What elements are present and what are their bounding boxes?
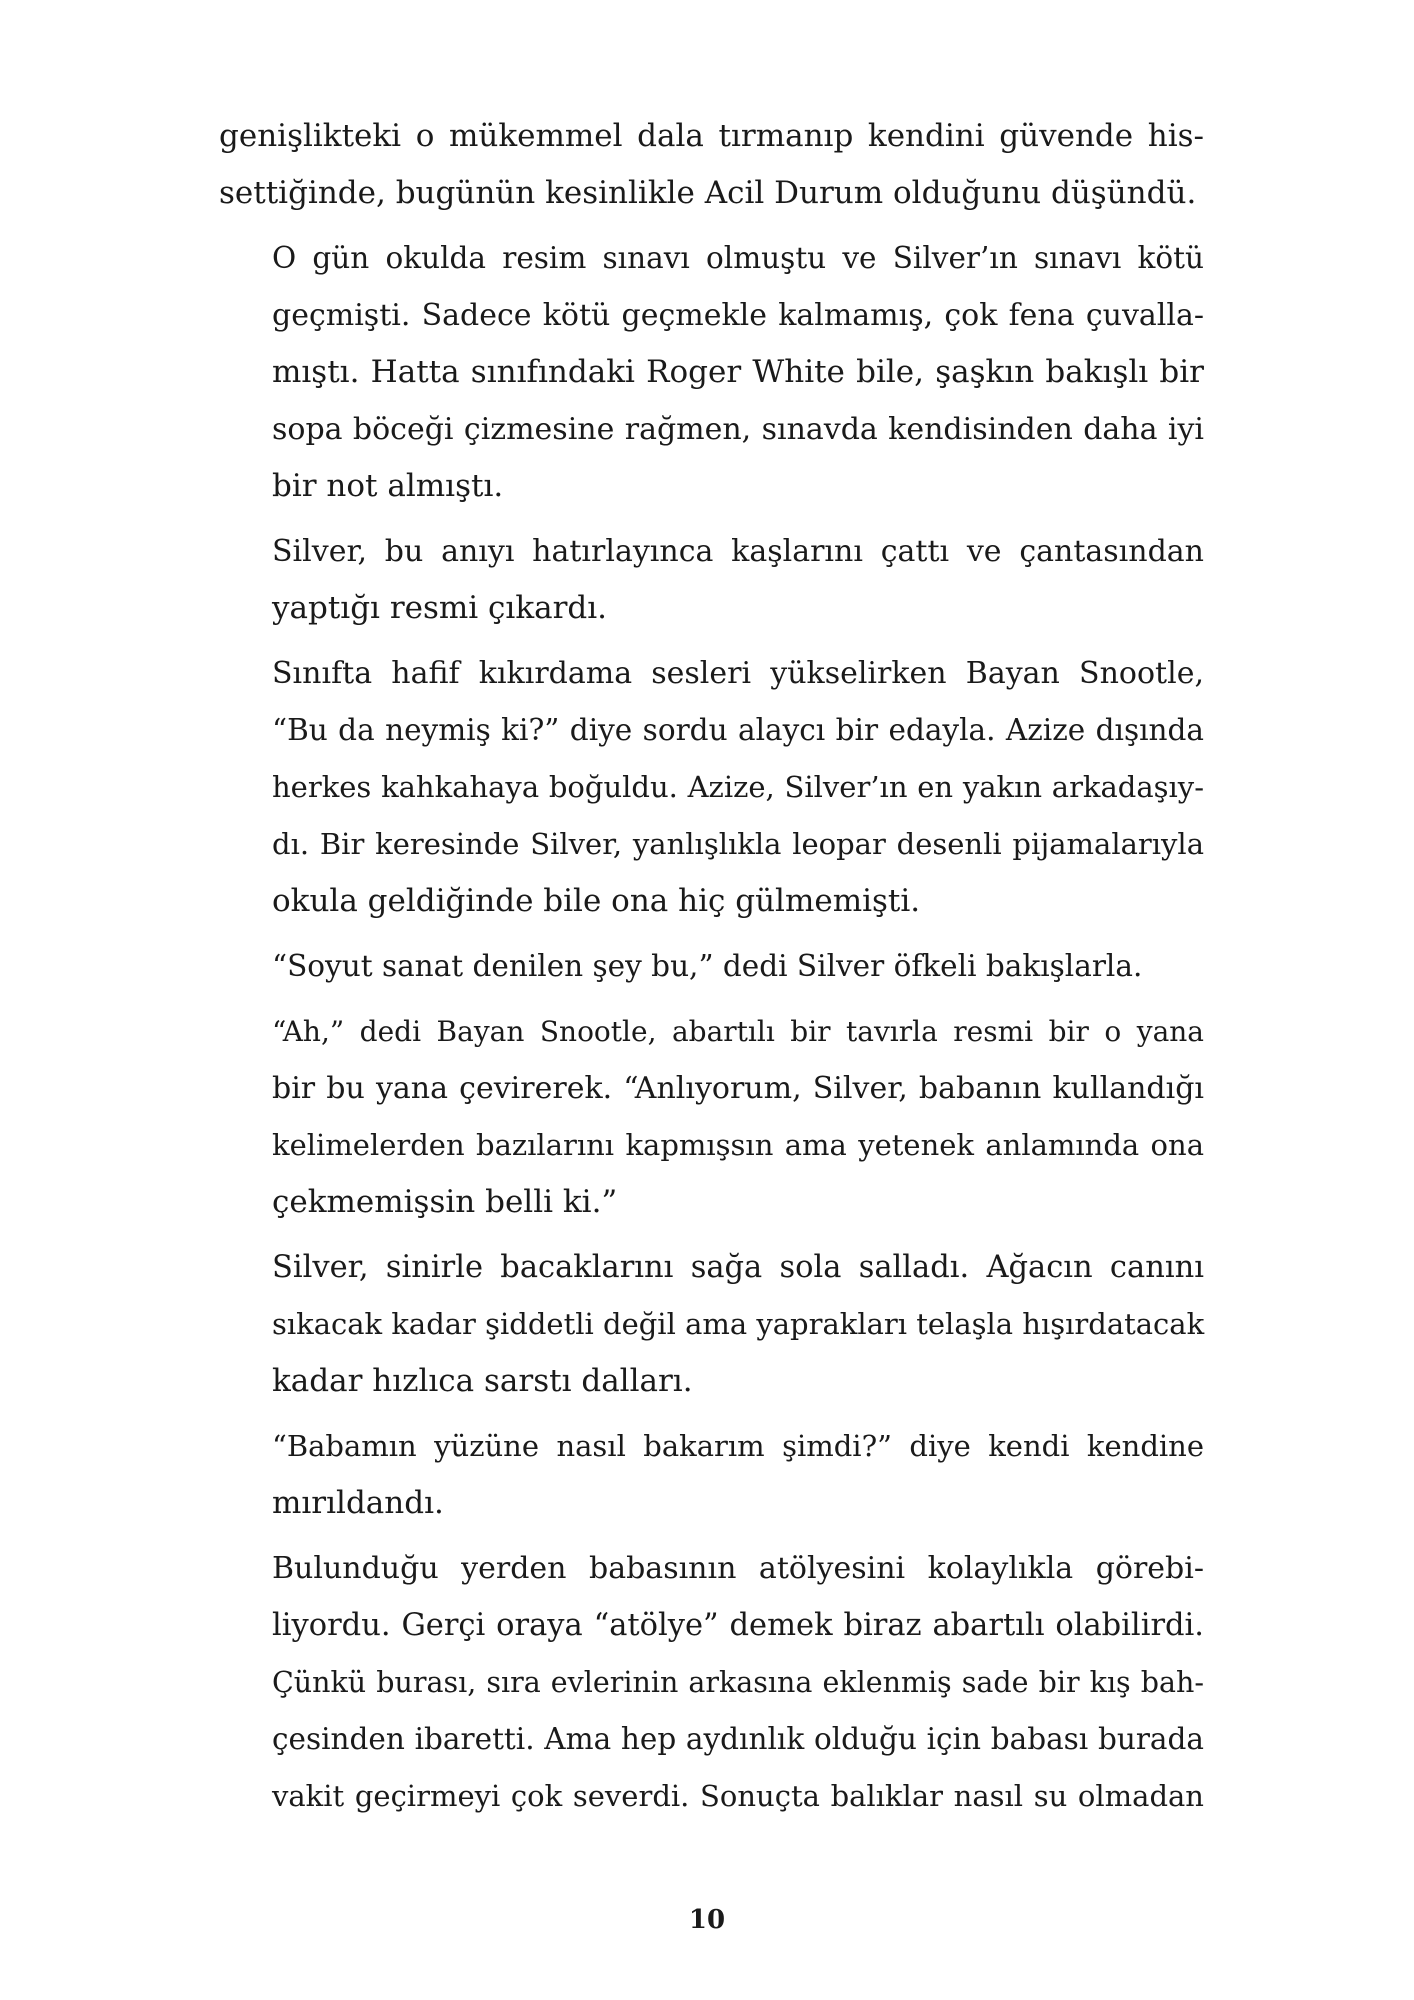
page-number: 10 xyxy=(688,1905,726,1935)
text-line: Sınıfta hafif kıkırdama sesleri yükselirken Bayan Snootle, xyxy=(272,656,1204,691)
text-line: kelimelerden bazılarını kapmışsın ama yetenek anlamında ona xyxy=(272,1128,1204,1162)
text-line: “Babamın yüzüne nasıl bakarım şimdi?” diye kendi kendine xyxy=(272,1429,1204,1463)
text-line: yaptığı resmi çıkardı. xyxy=(272,590,608,626)
text-line: herkes kahkahaya boğuldu. Azize, Silver’ın en yakın arkadaşıy- xyxy=(272,770,1204,804)
paragraph xyxy=(219,1003,1204,1231)
text-line: liyordu. Gerçi oraya “atölye” demek biraz abartılı olabilirdi. xyxy=(272,1608,1204,1643)
text-line: bir bu yana çevirerek. “Anlıyorum, Silver, babanın kullandığı xyxy=(272,1071,1204,1106)
text-line: geçmişti. Sadece kötü geçmekle kalmamış, çok fena çuvalla- xyxy=(272,298,1204,333)
paragraph xyxy=(219,523,1204,637)
paragraph-continuation xyxy=(219,108,1204,222)
text-line: Bulunduğu yerden babasının atölyesini kolaylıkla görebi- xyxy=(272,1551,1204,1586)
text-line: “Soyut sanat denilen şey bu,” dedi Silver öfkeli bakışlarla. xyxy=(272,949,1143,983)
text-line: bir not almıştı. xyxy=(272,468,504,504)
paragraph xyxy=(219,1239,1204,1410)
body-text xyxy=(219,108,1204,1833)
text-line: Çünkü burası, sıra evlerinin arkasına eklenmiş sade bir kış bah- xyxy=(272,1666,1204,1699)
text-line: çesinden ibaretti. Ama hep aydınlık olduğu için babası burada xyxy=(272,1722,1204,1756)
text-line: “Ah,” dedi Bayan Snootle, abartılı bir tavırla resmi bir o yana xyxy=(272,1015,1204,1048)
paragraph xyxy=(219,645,1204,930)
text-line: Silver, sinirle bacaklarını sağa sola salladı. Ağacın canını xyxy=(272,1250,1204,1285)
text-line: sopa böceği çizmesine rağmen, sınavda kendisinden daha iyi xyxy=(272,412,1204,447)
text-line: mıştı. Hatta sınıfındaki Roger White bile, şaşkın bakışlı bir xyxy=(272,354,1204,390)
text-line: sıkacak kadar şiddetli değil ama yaprakları telaşla hışırdatacak xyxy=(272,1307,1205,1341)
text-line: okula geldiğinde bile ona hiç gülmemişti. xyxy=(272,883,921,919)
paragraph xyxy=(219,1540,1204,1825)
text-line: genişlikteki o mükemmel dala tırmanıp kendini güvende his- xyxy=(219,118,1204,154)
text-line: “Bu da neymiş ki?” diye sordu alaycı bir edayla. Azize dışında xyxy=(272,713,1204,747)
text-line: O gün okulda resim sınavı olmuştu ve Silver’ın sınavı kötü xyxy=(272,241,1204,275)
text-line: dı. Bir keresinde Silver, yanlışlıkla leopar desenli pijamalarıyla xyxy=(272,827,1204,861)
text-line: Silver, bu anıyı hatırlayınca kaşlarını çattı ve çantasından xyxy=(272,534,1204,569)
text-line: settiğinde, bugünün kesinlikle Acil Durum olduğunu düşündü. xyxy=(219,175,1197,211)
paragraph xyxy=(219,938,1204,995)
text-line: mırıldandı. xyxy=(272,1485,444,1521)
text-line: çekmemişsin belli ki.” xyxy=(272,1184,618,1220)
text-line: kadar hızlıca sarstı dalları. xyxy=(272,1363,693,1399)
paragraph xyxy=(219,1418,1204,1532)
paragraph xyxy=(219,230,1204,515)
text-line: vakit geçirmeyi çok severdi. Sonuçta balıklar nasıl su olmadan xyxy=(272,1779,1204,1813)
